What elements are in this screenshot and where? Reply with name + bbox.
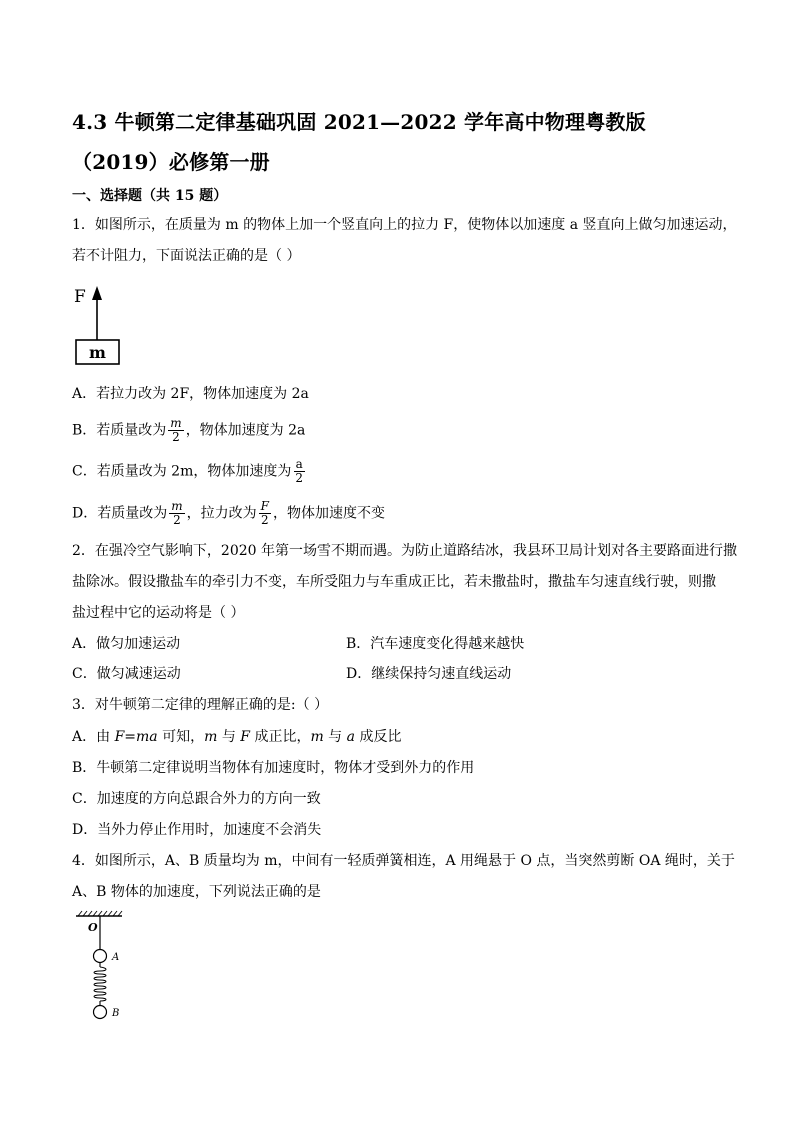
section-heading: 一、选择题（共 15 题） bbox=[72, 188, 228, 204]
q3-symbol-a: a bbox=[346, 729, 355, 745]
q3-option-b: B．牛顿第二定律说明当物体有加速度时，物体才受到外力的作用 bbox=[72, 760, 475, 776]
q4-figure-spring-system bbox=[72, 910, 142, 1025]
fraction-numerator: m bbox=[171, 499, 183, 513]
q1-option-b-fraction bbox=[168, 417, 183, 444]
q1-force-label: F bbox=[74, 287, 86, 307]
q3-option-a-text3: 与 bbox=[217, 729, 241, 745]
q1-option-d bbox=[72, 500, 385, 527]
q4-ball-b bbox=[94, 1006, 107, 1019]
q4-stem-line2: A、B 物体的加速度，下列说法正确的是 bbox=[72, 884, 321, 900]
q1-option-c bbox=[72, 458, 307, 485]
q2-option-b: B．汽车速度变化得越来越快 bbox=[346, 636, 525, 652]
q4-label-a: A bbox=[112, 952, 120, 963]
q3-formula: F=ma bbox=[114, 729, 158, 745]
q4-ceiling-hatching bbox=[78, 911, 122, 916]
q3-symbol-m: m bbox=[204, 729, 218, 745]
q1-block-label: m bbox=[89, 343, 106, 362]
q1-option-b bbox=[72, 417, 305, 444]
q1-option-d-text-end: ，物体加速度不变 bbox=[272, 505, 385, 522]
q3-symbol-f: F bbox=[240, 729, 250, 745]
fraction-numerator: a bbox=[295, 457, 303, 471]
fraction-numerator: m bbox=[170, 416, 182, 430]
fraction-numerator: F bbox=[260, 499, 269, 513]
q1-stem-line1: 1．如图所示，在质量为 m 的物体上加一个竖直向上的拉力 F，使物体以加速度 a 竖直向上做匀加速运动， bbox=[72, 217, 737, 233]
q1-option-c-fraction bbox=[293, 458, 305, 485]
q3-option-a-text2: 可知， bbox=[157, 729, 205, 745]
q3-option-a-text: A．由 bbox=[72, 729, 115, 745]
q4-label-b: B bbox=[112, 1008, 120, 1019]
q1-option-b-text: B．若质量改为 bbox=[72, 422, 167, 439]
fraction-denominator: 2 bbox=[260, 513, 269, 527]
q2-option-d: D．继续保持匀速直线运动 bbox=[346, 666, 512, 682]
q1-option-d-text: D．若质量改为 bbox=[72, 505, 168, 522]
q1-option-b-text-end: ，物体加速度为 2a bbox=[185, 422, 306, 439]
q1-option-d-text-mid: ，拉力改为 bbox=[186, 505, 257, 522]
q3-option-a bbox=[72, 727, 401, 747]
q1-option-c-text: C．若质量改为 2m，物体加速度为 bbox=[72, 463, 292, 480]
q3-option-a-text6: 成反比 bbox=[355, 729, 402, 745]
q2-stem-line1: 2．在强冷空气影响下，2020 年第一场雪不期而遇。为防止道路结冰，我县环卫局计划对各主要路面进行撒 bbox=[72, 543, 737, 559]
q1-option-d-fraction-force bbox=[259, 500, 271, 527]
q3-option-a-text4: 成正比， bbox=[250, 729, 311, 745]
q1-stem-line2: 若不计阻力，下面说法正确的是（ ） bbox=[72, 248, 301, 264]
fraction-denominator: 2 bbox=[173, 513, 181, 527]
document-title: 4.3 牛顿第二定律基础巩固 2021—2022 学年高中物理粤教版（2019）必修第一册 bbox=[72, 110, 646, 174]
q4-label-o: O bbox=[88, 921, 98, 934]
q2-option-c: C．做匀减速运动 bbox=[72, 666, 181, 682]
q2-option-a: A．做匀加速运动 bbox=[72, 636, 181, 652]
q3-symbol-m2: m bbox=[310, 729, 324, 745]
q4-ball-a bbox=[94, 950, 107, 963]
q2-stem-line2: 盐除冰。假设撒盐车的牵引力不变，车所受阻力与车重成正比，若未撒盐时，撒盐车匀速直线行驶，则撒 bbox=[72, 574, 716, 590]
q1-option-a: A．若拉力改为 2F，物体加速度为 2a bbox=[72, 386, 309, 402]
q1-force-arrowhead bbox=[92, 286, 102, 300]
q3-option-a-text5: 与 bbox=[323, 729, 347, 745]
q1-option-d-fraction-mass bbox=[169, 500, 184, 527]
q2-stem-line3: 盐过程中它的运动将是（ ） bbox=[72, 605, 245, 621]
q4-stem-line1: 4．如图所示，A、B 质量均为 m，中间有一轻质弹簧相连，A 用绳悬于 O 点，当突然剪断 OA 绳时，关于 bbox=[72, 853, 735, 869]
q3-stem: 3．对牛顿第二定律的理解正确的是:（ ） bbox=[72, 697, 329, 713]
q3-option-c: C．加速度的方向总跟合外力的方向一致 bbox=[72, 791, 321, 807]
q1-figure-force-block bbox=[70, 284, 130, 368]
fraction-denominator: 2 bbox=[295, 471, 303, 485]
fraction-denominator: 2 bbox=[172, 430, 180, 444]
q3-option-d: D．当外力停止作用时，加速度不会消失 bbox=[72, 822, 322, 838]
q4-spring bbox=[94, 967, 106, 1001]
